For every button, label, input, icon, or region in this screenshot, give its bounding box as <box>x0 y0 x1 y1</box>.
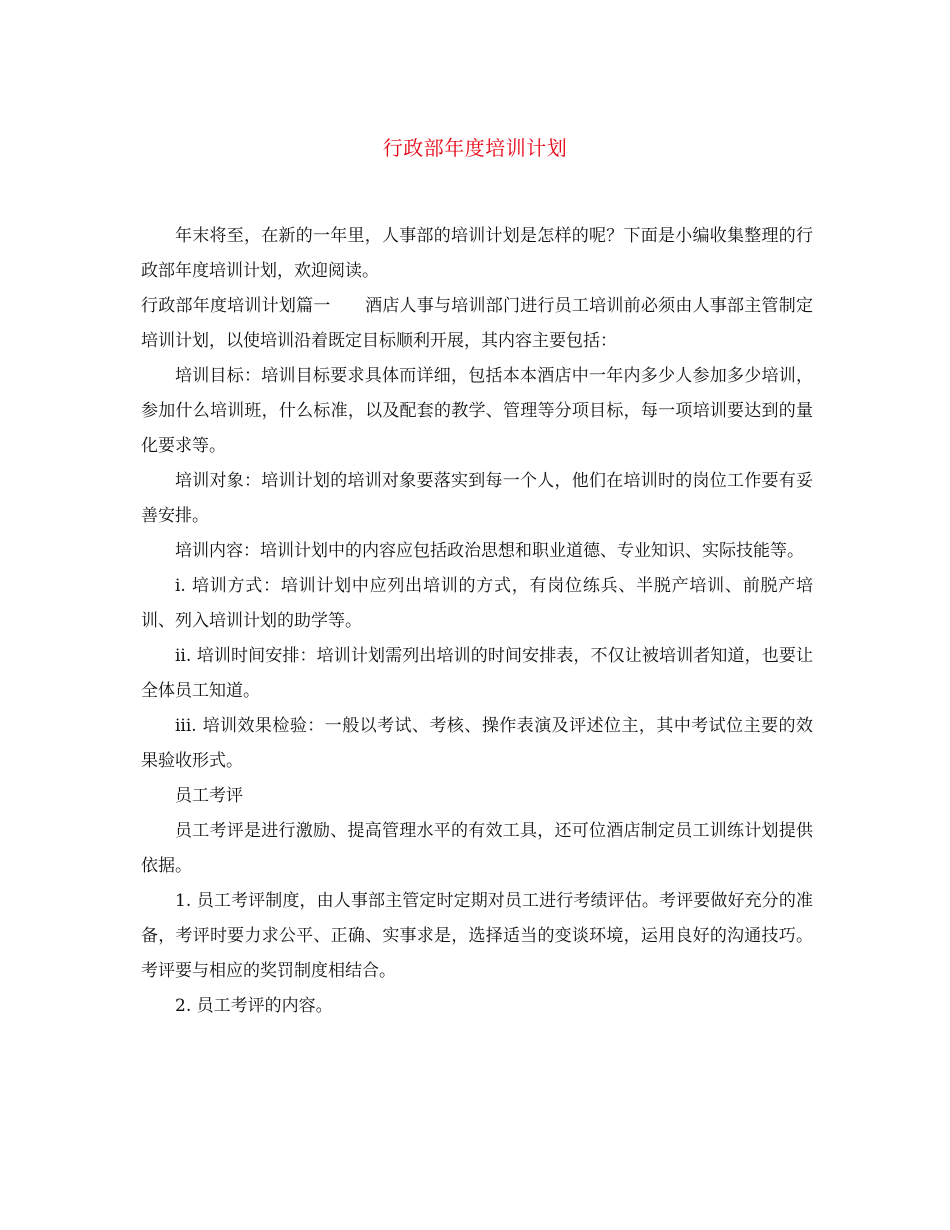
paragraph-section-one: 行政部年度培训计划篇一 酒店人事与培训部门进行员工培训前必须由人事部主管制定培训计划，以使培训沿着既定目标顺利开展，其内容主要包括： <box>141 296 813 351</box>
paragraph-review-content: 2. 员工考评的内容。 <box>175 996 333 1016</box>
document-title: 行政部年度培训计划 <box>382 136 568 160</box>
paragraph-training-content: 培训内容：培训计划中的内容应包括政治思想和职业道德、专业知识、实际技能等。 <box>175 541 804 561</box>
paragraph-review-system: 1. 员工考评制度，由人事部主管定时定期对员工进行考绩评估。考评要做好充分的准备，考评时要力求公平、正确、实事求是，选择适当的变谈环境，运用良好的沟通技巧。考评要与相应的奖罚制度相结合。 <box>141 891 813 981</box>
paragraph-training-goal: 培训目标：培训目标要求具体而详细，包括本本酒店中一年内多少人参加多少培训，参加什么培训班，什么标准，以及配套的教学、管理等分项目标，每一项培训要达到的量化要求等。 <box>141 366 813 456</box>
paragraph-intro: 年末将至，在新的一年里，人事部的培训计划是怎样的呢？下面是小编收集整理的行政部年度培训计划，欢迎阅读。 <box>141 226 813 281</box>
paragraph-employee-review-intro: 员工考评是进行激励、提高管理水平的有效工具，还可位酒店制定员工训练计划提供依据。 <box>141 821 813 876</box>
paragraph-training-evaluation: iii. 培训效果检验：一般以考试、考核、操作表演及评述位主，其中考试位主要的效果验收形式。 <box>141 716 813 771</box>
paragraph-training-target: 培训对象：培训计划的培训对象要落实到每一个人，他们在培训时的岗位工作要有妥善安排。 <box>141 471 813 526</box>
paragraph-heading-employee-review: 员工考评 <box>175 786 243 806</box>
document-body <box>141 219 813 1024</box>
paragraph-training-schedule: ii. 培训时间安排：培训计划需列出培训的时间安排表，不仅让被培训者知道，也要让全体员工知道。 <box>141 646 813 701</box>
paragraph-training-method: i. 培训方式：培训计划中应列出培训的方式，有岗位练兵、半脱产培训、前脱产培训、列入培训计划的助学等。 <box>141 576 813 631</box>
